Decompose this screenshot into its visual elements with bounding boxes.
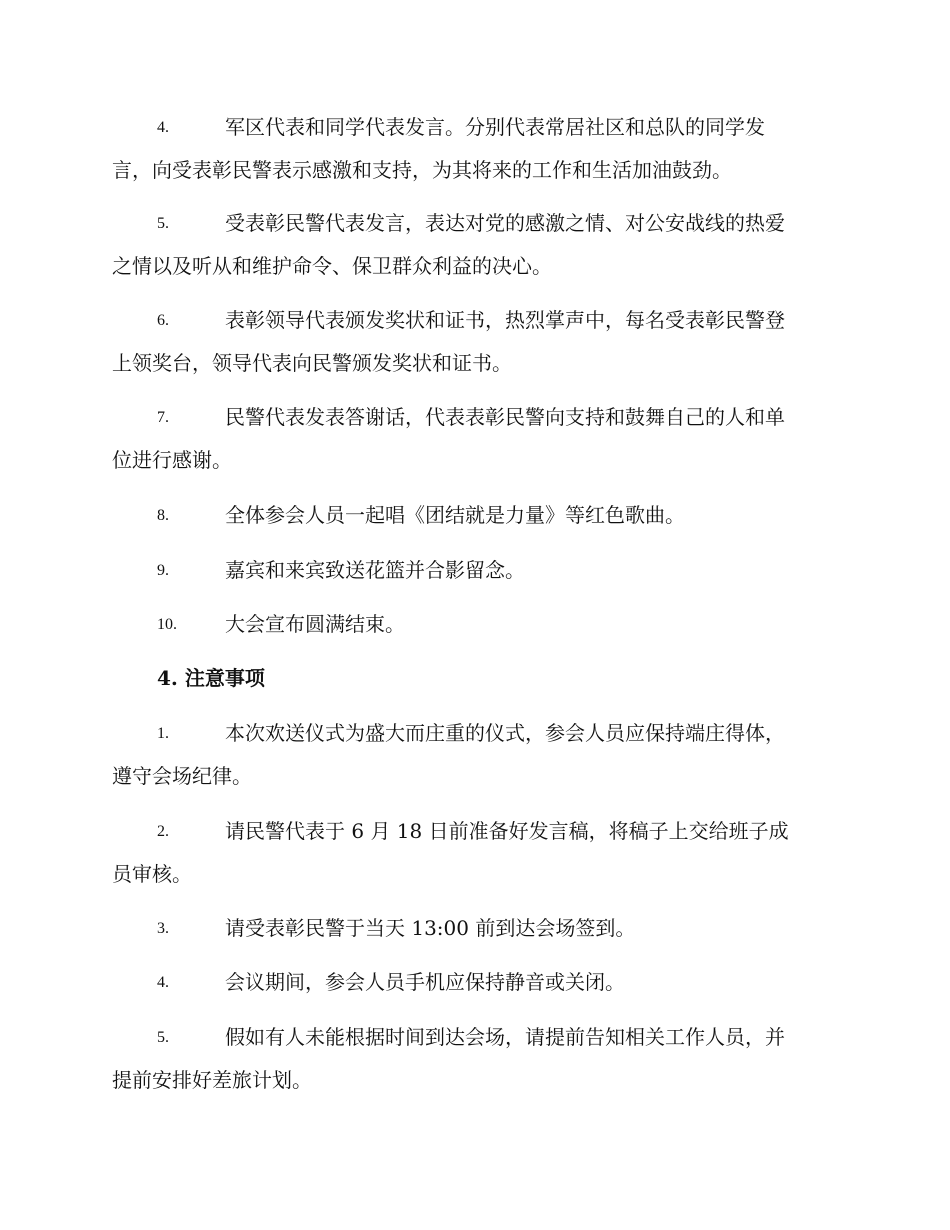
list-item-text: 民警代表发表答谢话，代表表彰民警向支持和鼓舞自己的人和单 (225, 405, 785, 429)
list-item (112, 106, 837, 192)
list-item-number: 9. (157, 562, 169, 579)
list-item-number: 5. (157, 215, 169, 232)
list-item (112, 202, 837, 288)
section-heading: 4. 注意事项 (157, 666, 265, 690)
list-item-text-continued: 之情以及听从和维护命令、保卫群众利益的决心。 (112, 254, 552, 278)
list-item-text: 表彰领导代表颁发奖状和证书，热烈掌声中，每名受表彰民警登 (225, 308, 785, 332)
list-item-text-continued: 言，向受表彰民警表示感激和支持，为其将来的工作和生活加油鼓劲。 (112, 158, 732, 182)
list-item-number: 4. (157, 119, 169, 136)
list-item-text: 假如有人未能根据时间到达会场，请提前告知相关工作人员，并 (225, 1025, 785, 1049)
list-item-text-continued: 位进行感谢。 (112, 448, 232, 472)
list-item-text: 军区代表和同学代表发言。分别代表常居社区和总队的同学发 (225, 115, 765, 139)
list-item-number: 5. (157, 1029, 169, 1046)
list-item (112, 907, 837, 950)
list-item-text: 请民警代表于 6 月 18 日前准备好发言稿，将稿子上交给班子成 (225, 819, 789, 843)
list-item-number: 2. (157, 823, 169, 840)
list-item-text: 请受表彰民警于当天 13:00 前到达会场签到。 (225, 916, 636, 940)
list-item-number: 10. (157, 616, 177, 633)
list-item-text: 全体参会人员一起唱《团结就是力量》等红色歌曲。 (225, 503, 685, 527)
list-item (112, 396, 837, 482)
list-item-text-continued: 提前安排好差旅计划。 (112, 1068, 312, 1092)
list-item-text-continued: 遵守会场纪律。 (112, 764, 252, 788)
list-item (112, 549, 837, 592)
list-item (112, 1016, 837, 1102)
list-item-text: 受表彰民警代表发言，表达对党的感激之情、对公安战线的热爱 (225, 211, 785, 235)
list-item-number: 6. (157, 312, 169, 329)
list-item-text: 本次欢送仪式为盛大而庄重的仪式，参会人员应保持端庄得体， (225, 721, 785, 745)
list-item (112, 712, 837, 798)
list-item (112, 603, 837, 646)
list-item-text-continued: 上领奖台，领导代表向民警颁发奖状和证书。 (112, 351, 512, 375)
list-item-text: 会议期间，参会人员手机应保持静音或关闭。 (225, 970, 625, 994)
list-item-number: 3. (157, 920, 169, 937)
list-item-text: 嘉宾和来宾致送花篮并合影留念。 (225, 558, 525, 582)
list-item (112, 299, 837, 385)
list-item-number: 4. (157, 974, 169, 991)
list-item-text: 大会宣布圆满结束。 (225, 612, 405, 636)
list-item (112, 494, 837, 537)
list-item (112, 810, 837, 896)
list-item-number: 7. (157, 409, 169, 426)
list-item-number: 1. (157, 725, 169, 742)
list-item-number: 8. (157, 507, 169, 524)
list-item (112, 961, 837, 1004)
list-item-text-continued: 员审核。 (112, 862, 192, 886)
